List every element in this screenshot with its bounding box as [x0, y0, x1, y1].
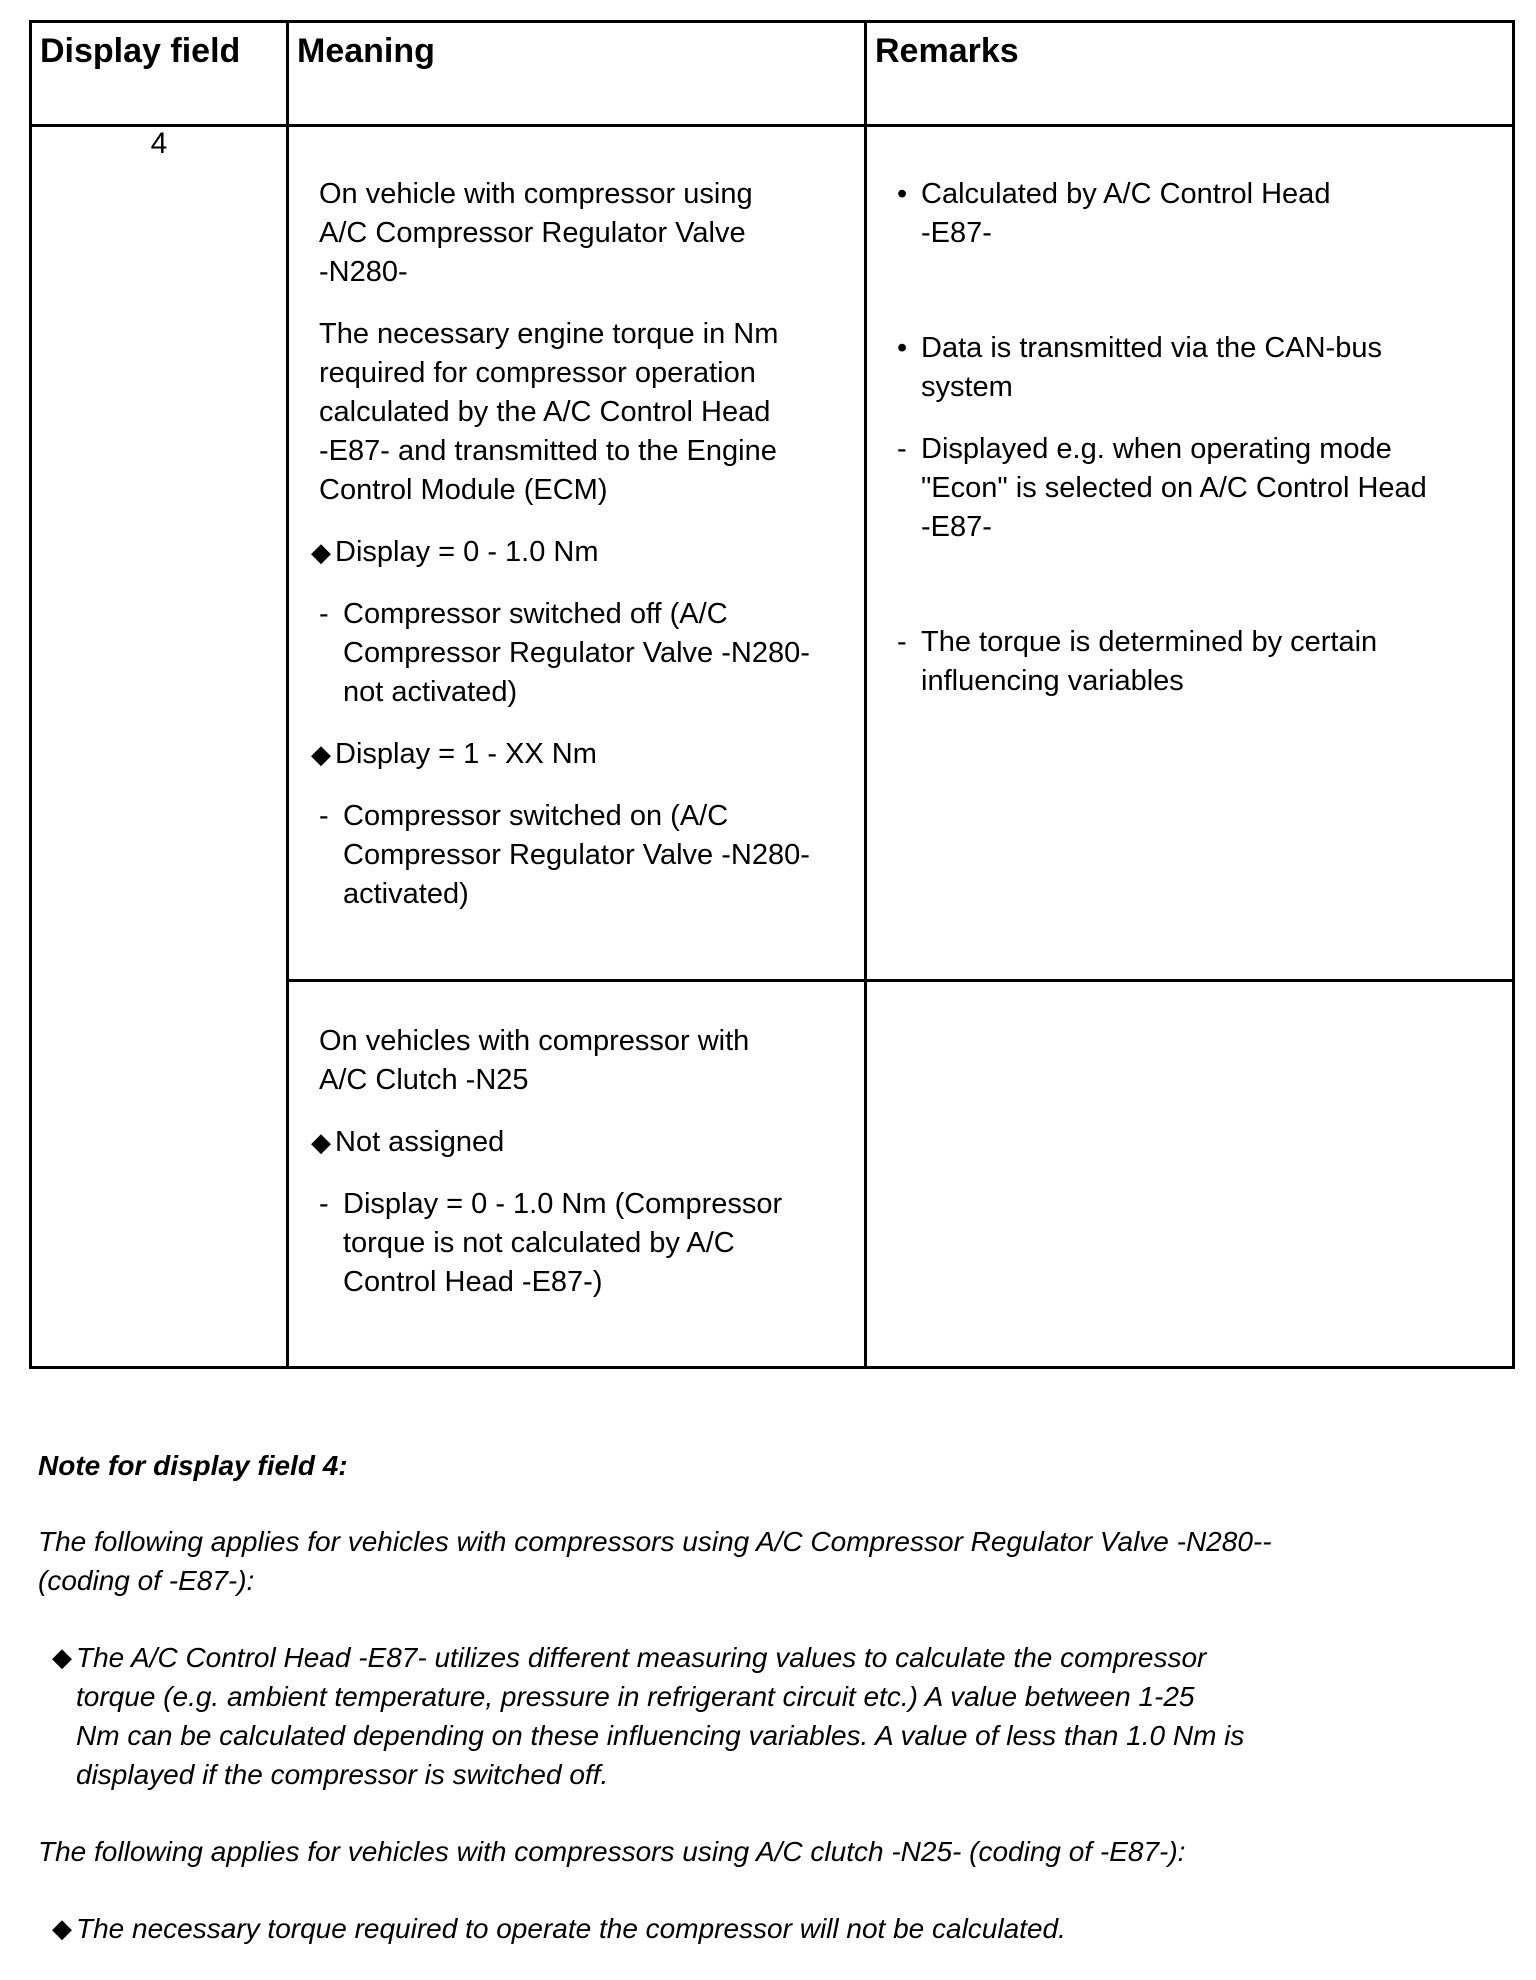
dot-bullet-icon: •: [897, 332, 908, 364]
meaning-cell-n280: [288, 126, 866, 981]
diamond-bullet-icon: ◆: [311, 537, 331, 567]
remark-item: • Data is transmitted via the CAN-bus system: [897, 329, 1502, 407]
clutch-display-detail: - Display = 0 - 1.0 Nm (Compressor torque is not calculated by A/C Control Head -E87-): [319, 1185, 854, 1302]
note-title: Note for display field 4:: [38, 1450, 348, 1481]
diamond-bullet-icon: ◆: [52, 1642, 72, 1672]
display-range-high-detail: - Compressor switched on (A/C Compressor Regulator Valve -N280- activated): [319, 797, 854, 914]
dot-bullet-icon: •: [897, 178, 908, 210]
remark-item: • Calculated by A/C Control Head -E87-: [897, 175, 1502, 253]
meaning-intro: On vehicle with compressor using A/C Compressor Regulator Valve -N280-: [319, 178, 753, 288]
display-field-number: 4: [31, 126, 288, 1368]
dash-bullet-icon: -: [897, 433, 907, 465]
display-range-low: ◆ Display = 0 - 1.0 Nm: [311, 533, 854, 572]
note-paragraph: The following applies for vehicles with compressors using A/C Compressor Regulator Valve -N280-- (coding of -E87-):: [38, 1526, 1272, 1596]
display-range-low-detail: - Compressor switched off (A/C Compressor Regulator Valve -N280- not activated): [319, 595, 854, 712]
dash-bullet-icon: -: [319, 598, 329, 630]
header-display-field: Display field: [31, 22, 288, 126]
remarks-cell-empty: [866, 981, 1514, 1368]
remark-item: - The torque is determined by certain influencing variables: [897, 623, 1502, 701]
table-header-row: [31, 22, 1514, 126]
meaning-description: The necessary engine torque in Nm required for compressor operation calculated by the A/C Control Head -E87- and transmitted to the Engine Control Module (ECM): [319, 318, 779, 506]
notes-section: [38, 1446, 1498, 1948]
header-meaning: Meaning: [288, 22, 866, 126]
not-assigned: ◆ Not assigned: [311, 1123, 854, 1162]
meaning-cell-n25: [288, 981, 866, 1368]
diamond-bullet-icon: ◆: [311, 739, 331, 769]
remarks-cell: [866, 126, 1514, 981]
dash-bullet-icon: -: [319, 800, 329, 832]
dash-bullet-icon: -: [897, 626, 907, 658]
diamond-bullet-icon: ◆: [311, 1127, 331, 1157]
note-bullet-item: ◆ The A/C Control Head -E87- utilizes different measuring values to calculate the compressor torque (e.g. ambient temperature, pressure in refrigerant circuit etc.) A value between 1-25 Nm can be calculated depending on these influencing variables. A value of less than 1.0 Nm is displayed if the compressor is switched off.: [38, 1638, 1498, 1794]
meaning-intro-clutch: On vehicles with compressor with A/C Clutch -N25: [319, 1025, 750, 1096]
header-remarks: Remarks: [866, 22, 1514, 126]
note-bullet-item: ◆ The necessary torque required to operate the compressor will not be calculated.: [38, 1909, 1498, 1948]
dash-bullet-icon: -: [319, 1188, 329, 1220]
table-row: [31, 126, 1514, 981]
note-paragraph: The following applies for vehicles with compressors using A/C clutch -N25- (coding of -E87-):: [38, 1836, 1186, 1867]
remark-item: - Displayed e.g. when operating mode "Econ" is selected on A/C Control Head -E87-: [897, 430, 1502, 547]
diamond-bullet-icon: ◆: [52, 1913, 72, 1943]
display-range-high: ◆ Display = 1 - XX Nm: [311, 735, 854, 774]
display-field-table: [29, 20, 1515, 1369]
